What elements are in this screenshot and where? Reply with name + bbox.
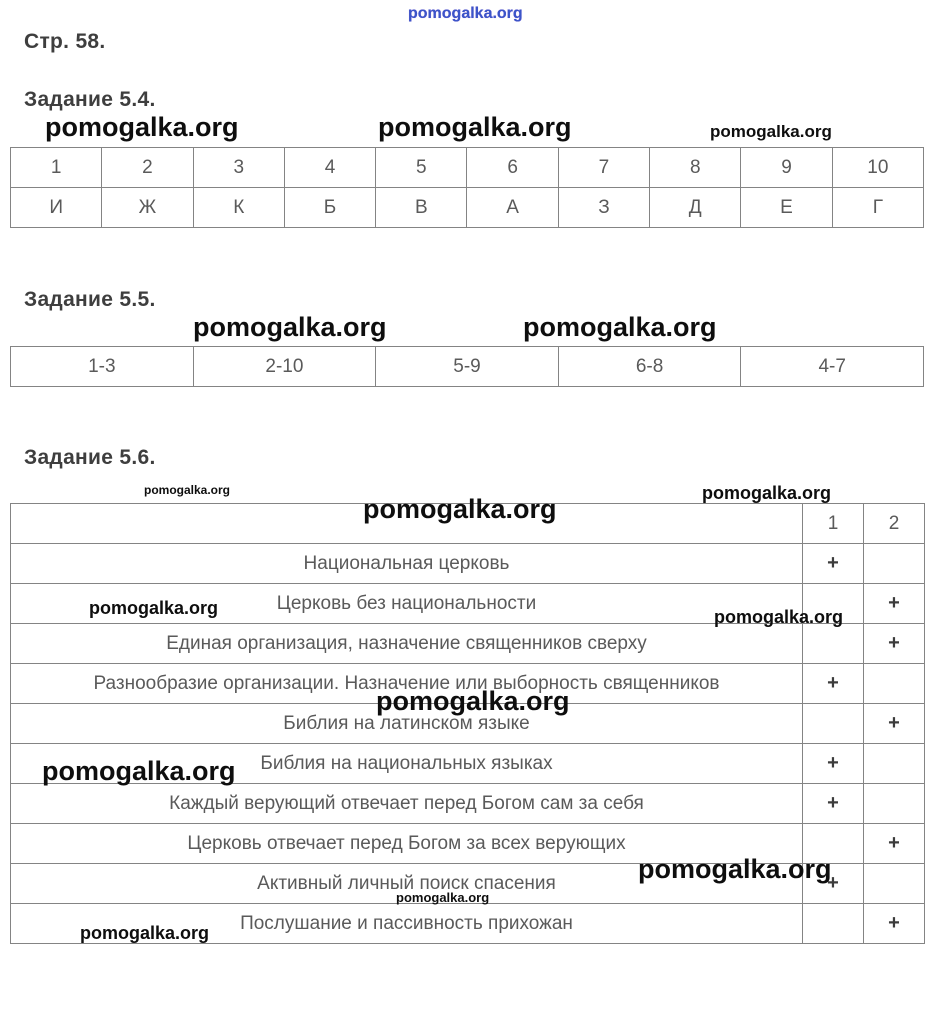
table-row: [11, 148, 924, 188]
task56-header-col2: 2: [864, 504, 925, 544]
watermark-stamp: pomogalka.org: [89, 598, 219, 618]
watermark-stamp: pomogalka.org: [378, 112, 572, 142]
task56-mark-col1: +: [803, 664, 864, 704]
task56-mark-col2: +: [864, 824, 925, 864]
task-5-5-title: Задание 5.5.: [24, 288, 156, 311]
task56-mark-col2: [864, 744, 925, 784]
table-row: [11, 347, 924, 387]
task56-row-label: Библия на национальных языках: [11, 744, 803, 784]
site-logo-watermark: pomogalka.org: [408, 5, 523, 22]
task-5-4-title: Задание 5.4.: [24, 88, 156, 111]
task56-mark-col1: +: [803, 544, 864, 584]
task56-row-label: Библия на латинском языке: [11, 704, 803, 744]
task-5-6-title: Задание 5.6.: [24, 446, 156, 469]
table-row: [11, 744, 925, 784]
task56-mark-col2: [864, 544, 925, 584]
task54-number-cell: 4: [284, 148, 375, 188]
task54-number-cell: 5: [376, 148, 467, 188]
task56-mark-col1: [803, 704, 864, 744]
task56-mark-col2: +: [864, 704, 925, 744]
task54-number-cell: 10: [832, 148, 923, 188]
watermark-stamp: pomogalka.org: [702, 483, 832, 503]
task54-letter-cell: Е: [741, 188, 832, 228]
task55-value-cell: 1-3: [11, 347, 194, 387]
task56-mark-col1: +: [803, 744, 864, 784]
page-label: Стр. 58.: [24, 30, 106, 53]
task54-number-cell: 3: [193, 148, 284, 188]
task56-row-label: Каждый верующий отвечает перед Богом сам за себя: [11, 784, 803, 824]
table-row: [11, 824, 925, 864]
task56-mark-col1: +: [803, 864, 864, 904]
watermark-stamp: pomogalka.org: [45, 112, 239, 142]
task54-letter-cell: З: [558, 188, 649, 228]
task56-mark-col2: [864, 864, 925, 904]
task54-letter-cell: Б: [284, 188, 375, 228]
task56-header-col1: 1: [803, 504, 864, 544]
task56-mark-col1: +: [803, 784, 864, 824]
watermark-stamp: pomogalka.org: [80, 923, 210, 943]
task56-row-label: Церковь отвечает перед Богом за всех верующих: [11, 824, 803, 864]
task54-number-cell: 1: [11, 148, 102, 188]
task56-mark-col2: +: [864, 904, 925, 944]
task56-row-label: Церковь без национальности: [11, 584, 803, 624]
watermark-stamp: pomogalka.org: [42, 756, 236, 786]
task56-row-label: Активный личный поиск спасения: [11, 864, 803, 904]
task54-number-cell: 8: [650, 148, 741, 188]
watermark-stamp: pomogalka.org: [714, 607, 844, 627]
task56-row-label: Разнообразие организации. Назначение или выборность священников: [11, 664, 803, 704]
task54-number-cell: 6: [467, 148, 558, 188]
watermark-stamp: pomogalka.org: [363, 494, 557, 524]
watermark-stamp: pomogalka.org: [144, 483, 231, 497]
task-5-4-table: [10, 147, 924, 228]
task56-mark-col1: [803, 584, 864, 624]
task56-row-label: Послушание и пассивность прихожан: [11, 904, 803, 944]
watermark-stamp: pomogalka.org: [523, 312, 717, 342]
table-row: [11, 544, 925, 584]
task56-mark-col1: [803, 824, 864, 864]
table-row: [11, 584, 925, 624]
task55-value-cell: 2-10: [193, 347, 376, 387]
task54-letter-cell: В: [376, 188, 467, 228]
task56-row-label: Единая организация, назначение священников сверху: [11, 624, 803, 664]
table-row: [11, 784, 925, 824]
task54-letter-cell: Г: [832, 188, 923, 228]
task54-number-cell: 9: [741, 148, 832, 188]
watermark-stamp: pomogalka.org: [376, 686, 570, 716]
watermark-stamp: pomogalka.org: [193, 312, 387, 342]
table-row: [11, 904, 925, 944]
task54-letter-cell: Д: [650, 188, 741, 228]
table-row: [11, 504, 925, 544]
task54-letter-cell: И: [11, 188, 102, 228]
task56-mark-col2: +: [864, 584, 925, 624]
task56-row-label: Национальная церковь: [11, 544, 803, 584]
table-row: [11, 864, 925, 904]
task56-mark-col2: [864, 784, 925, 824]
task56-mark-col2: [864, 664, 925, 704]
task56-mark-col1: [803, 624, 864, 664]
task55-value-cell: 4-7: [741, 347, 924, 387]
table-row: [11, 188, 924, 228]
task55-value-cell: 6-8: [558, 347, 741, 387]
task54-number-cell: 2: [102, 148, 193, 188]
task-5-6-table: [10, 503, 925, 944]
watermark-stamp: pomogalka.org: [638, 854, 832, 884]
task54-letter-cell: К: [193, 188, 284, 228]
task54-number-cell: 7: [558, 148, 649, 188]
task55-value-cell: 5-9: [376, 347, 559, 387]
task-5-5-table: [10, 346, 924, 387]
task56-header-empty: [11, 504, 803, 544]
task54-letter-cell: Ж: [102, 188, 193, 228]
table-row: [11, 664, 925, 704]
task56-mark-col1: [803, 904, 864, 944]
watermark-stamp: pomogalka.org: [396, 890, 490, 905]
task54-letter-cell: А: [467, 188, 558, 228]
watermark-stamp: pomogalka.org: [710, 122, 832, 141]
task56-mark-col2: +: [864, 624, 925, 664]
table-row: [11, 624, 925, 664]
table-row: [11, 704, 925, 744]
